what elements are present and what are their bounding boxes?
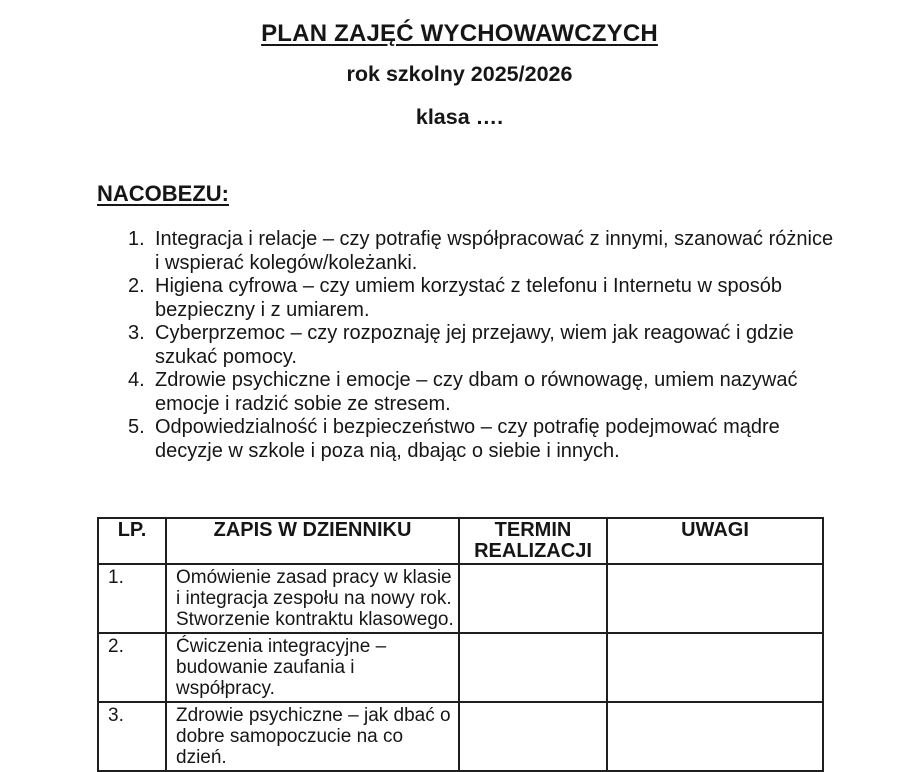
nacobezu-list-item <box>128 275 822 322</box>
page-title: PLAN ZAJĘĆ WYCHOWAWCZYCH <box>261 20 658 47</box>
schedule-table-body <box>98 564 823 771</box>
cell-zapis: Omówienie zasad pracy w klasie i integracja zespołu na nowy rok. Stworzenie kontraktu klasowego. <box>166 564 459 633</box>
list-item-number: 5. <box>128 416 145 438</box>
cell-uwagi <box>607 564 823 633</box>
column-header-uwagi: UWAGI <box>607 518 823 564</box>
column-header-zapis: ZAPIS W DZIENNIKU <box>166 518 459 564</box>
cell-termin <box>459 564 607 633</box>
list-item-text: Odpowiedzialność i bezpieczeństwo – czy potrafię podejmować mądre decyzje w szkole i poza nią, dbając o siebie i innych. <box>155 416 780 462</box>
cell-uwagi <box>607 702 823 771</box>
subtitle-class: klasa …. <box>415 105 504 129</box>
list-item-text: Higiena cyfrowa – czy umiem korzystać z telefonu i Internetu w sposób bezpieczny i z umiarem. <box>155 275 782 321</box>
cell-zapis: Ćwiczenia integracyjne – budowanie zaufania i współpracy. <box>166 633 459 702</box>
nacobezu-list-item <box>128 322 822 369</box>
nacobezu-heading: NACOBEZU: <box>97 181 229 206</box>
cell-termin <box>459 633 607 702</box>
schedule-table-head <box>98 518 823 564</box>
cell-lp: 1. <box>98 564 166 633</box>
list-item-number: 3. <box>128 322 145 344</box>
column-header-lp: LP. <box>98 518 166 564</box>
schedule-table <box>97 517 824 772</box>
cell-termin <box>459 702 607 771</box>
cell-lp: 3. <box>98 702 166 771</box>
column-header-termin: TERMIN REALIZACJI <box>459 518 607 564</box>
subtitle-school-year: rok szkolny 2025/2026 <box>346 62 573 86</box>
nacobezu-list-item <box>128 416 822 463</box>
list-item-number: 1. <box>128 228 145 250</box>
cell-lp: 2. <box>98 633 166 702</box>
list-item-text: Integracja i relacje – czy potrafię współpracować z innymi, szanować różnice i wspierać kolegów/koleżanki. <box>155 228 834 274</box>
nacobezu-list <box>97 228 834 463</box>
cell-uwagi <box>607 633 823 702</box>
cell-zapis: Zdrowie psychiczne – jak dbać o dobre samopoczucie na co dzień. <box>166 702 459 771</box>
list-item-text: Cyberprzemoc – czy rozpoznaję jej przejawy, wiem jak reagować i gdzie szukać pomocy. <box>155 322 794 368</box>
nacobezu-list-item <box>128 369 822 416</box>
list-item-number: 4. <box>128 369 145 391</box>
table-row <box>98 564 823 633</box>
table-row <box>98 633 823 702</box>
table-row <box>98 702 823 771</box>
document-header <box>97 19 822 130</box>
list-item-number: 2. <box>128 275 145 297</box>
schedule-table-header-row <box>98 518 823 564</box>
document-content <box>97 0 834 772</box>
nacobezu-list-item <box>128 228 834 275</box>
list-item-text: Zdrowie psychiczne i emocje – czy dbam o równowagę, umiem nazywać emocje i radzić sobie ze stresem. <box>155 369 798 415</box>
